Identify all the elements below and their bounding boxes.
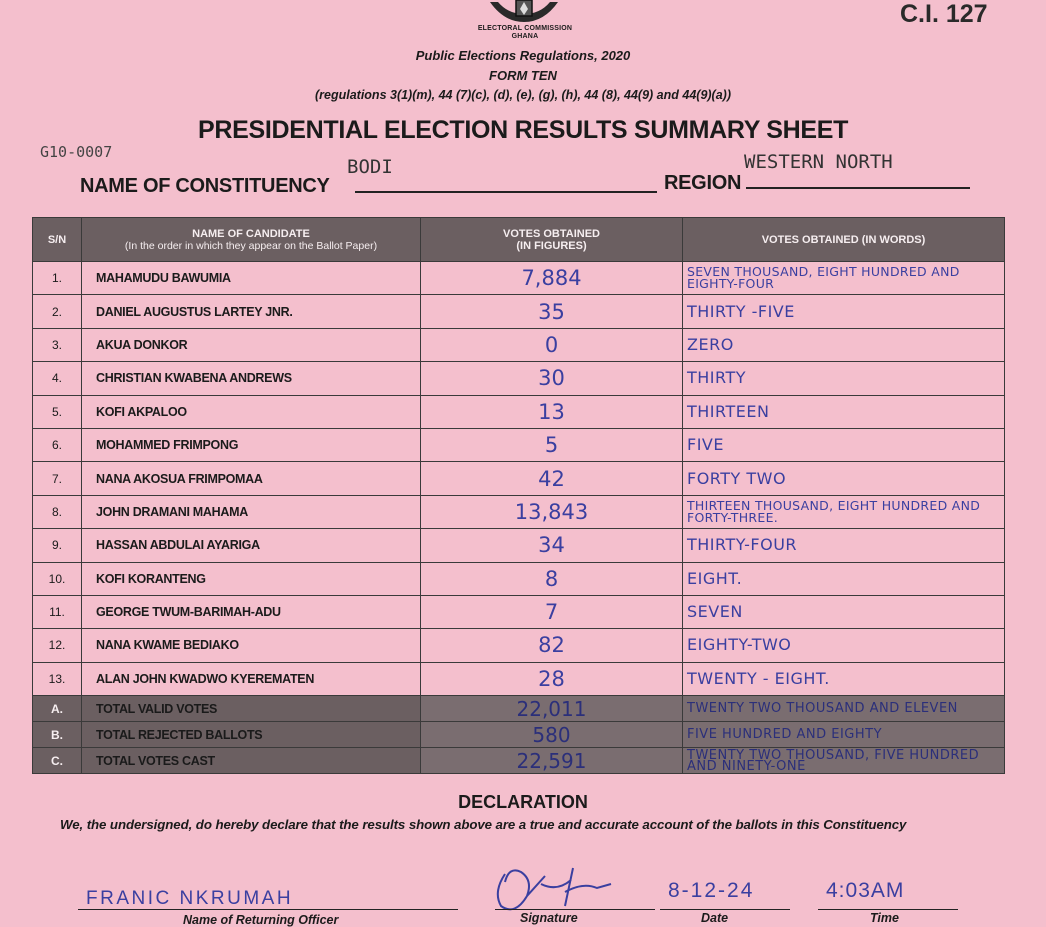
total-words: TWENTY TWO THOUSAND, FIVE HUNDRED AND NINETY-ONE bbox=[683, 748, 1005, 774]
regulations-title: Public Elections Regulations, 2020 bbox=[415, 48, 631, 63]
results-table bbox=[32, 217, 1005, 774]
votes-words: SEVEN bbox=[683, 595, 1005, 628]
total-row-valid bbox=[33, 696, 1005, 722]
votes-words: FIVE bbox=[683, 428, 1005, 461]
header-words: VOTES OBTAINED (IN WORDS) bbox=[683, 218, 1005, 262]
votes-figures: 13,843 bbox=[421, 495, 683, 528]
total-label: TOTAL VOTES CAST bbox=[82, 748, 421, 774]
table-header-row bbox=[33, 218, 1005, 262]
table-row bbox=[33, 428, 1005, 461]
table-row bbox=[33, 395, 1005, 428]
votes-words: TWENTY - EIGHT. bbox=[683, 662, 1005, 695]
votes-figures: 5 bbox=[421, 428, 683, 461]
table-row bbox=[33, 529, 1005, 562]
header-candidate-note: (In the order in which they appear on the Ballot Paper) bbox=[124, 239, 378, 252]
votes-figures: 7,884 bbox=[421, 262, 683, 295]
candidate-name: HASSAN ABDULAI AYARIGA bbox=[82, 529, 421, 562]
sheet-code: G10-0007 bbox=[40, 143, 113, 161]
time-value: 4:03AM bbox=[826, 879, 905, 902]
candidate-name: AKUA DONKOR bbox=[82, 328, 421, 361]
votes-figures: 8 bbox=[421, 562, 683, 595]
total-label: TOTAL VALID VOTES bbox=[82, 696, 421, 722]
row-sn: 3. bbox=[33, 328, 82, 361]
signature-label: Signature bbox=[520, 911, 578, 925]
candidate-name: MAHAMUDU BAWUMIA bbox=[82, 262, 421, 295]
candidate-name: KOFI KORANTENG bbox=[82, 562, 421, 595]
row-sn: A. bbox=[33, 696, 82, 722]
table-row bbox=[33, 562, 1005, 595]
votes-words: THIRTY -FIVE bbox=[683, 295, 1005, 328]
sheet-title: PRESIDENTIAL ELECTION RESULTS SUMMARY SHEET bbox=[198, 116, 849, 144]
table-row bbox=[33, 595, 1005, 628]
candidate-name: KOFI AKPALOO bbox=[82, 395, 421, 428]
table-row bbox=[33, 262, 1005, 295]
votes-figures: 42 bbox=[421, 462, 683, 495]
row-sn: 10. bbox=[33, 562, 82, 595]
row-sn: 1. bbox=[33, 262, 82, 295]
total-figures: 22,591 bbox=[421, 748, 683, 774]
votes-figures: 7 bbox=[421, 595, 683, 628]
header-candidate-title: NAME OF CANDIDATE bbox=[192, 227, 310, 240]
time-line bbox=[818, 909, 958, 910]
table-row bbox=[33, 495, 1005, 528]
signature-line bbox=[495, 909, 655, 910]
row-sn: 9. bbox=[33, 529, 82, 562]
commission-line-2: GHANA bbox=[511, 33, 539, 40]
returning-officer-line bbox=[78, 909, 458, 910]
returning-officer-label: Name of Returning Officer bbox=[183, 913, 339, 927]
commission-line-1: ELECTORAL COMMISSION bbox=[477, 25, 573, 32]
constituency-value: BODI bbox=[347, 156, 393, 178]
total-row-rejected bbox=[33, 722, 1005, 748]
form-name: FORM TEN bbox=[489, 68, 557, 83]
returning-officer-name: FRANIC NKRUMAH bbox=[86, 888, 294, 909]
header-figures bbox=[421, 218, 683, 262]
date-line bbox=[660, 909, 790, 910]
total-figures: 580 bbox=[421, 722, 683, 748]
row-sn: 5. bbox=[33, 395, 82, 428]
ghana-crest-emblem bbox=[484, 0, 564, 26]
candidate-name: CHRISTIAN KWABENA ANDREWS bbox=[82, 362, 421, 395]
candidate-name: GEORGE TWUM-BARIMAH-ADU bbox=[82, 595, 421, 628]
votes-figures: 34 bbox=[421, 529, 683, 562]
row-sn: 11. bbox=[33, 595, 82, 628]
commission-name bbox=[440, 25, 610, 41]
region-underline bbox=[746, 187, 970, 189]
total-words: FIVE HUNDRED AND EIGHTY bbox=[683, 722, 1005, 748]
regulations-reference: (regulations 3(1)(m), 44 (7)(c), (d), (e), (g), (h), 44 (8), 44(9) and 44(9)(a)) bbox=[314, 88, 731, 102]
date-value: 8-12-24 bbox=[668, 879, 755, 902]
total-row-cast bbox=[33, 748, 1005, 774]
total-figures: 22,011 bbox=[421, 696, 683, 722]
table-row bbox=[33, 662, 1005, 695]
constituency-label: NAME OF CONSTITUENCY bbox=[80, 175, 330, 197]
candidate-name: NANA AKOSUA FRIMPOMAA bbox=[82, 462, 421, 495]
votes-figures: 35 bbox=[421, 295, 683, 328]
declaration-heading: DECLARATION bbox=[458, 792, 588, 812]
row-sn: 2. bbox=[33, 295, 82, 328]
constituency-underline bbox=[355, 191, 657, 193]
header-figures-note: (IN FIGURES) bbox=[516, 239, 587, 252]
row-sn: C. bbox=[33, 748, 82, 774]
votes-words: FORTY TWO bbox=[683, 462, 1005, 495]
row-sn: B. bbox=[33, 722, 82, 748]
votes-words: THIRTY-FOUR bbox=[683, 529, 1005, 562]
table-row bbox=[33, 328, 1005, 361]
header-sn: S/N bbox=[33, 218, 82, 262]
candidate-name: NANA KWAME BEDIAKO bbox=[82, 629, 421, 662]
votes-words: ZERO bbox=[683, 328, 1005, 361]
declaration-text: We, the undersigned, do hereby declare that the results shown above are a true and accurate account of the ballots in this Constituency bbox=[60, 817, 907, 832]
votes-words: EIGHT. bbox=[683, 562, 1005, 595]
table-row bbox=[33, 462, 1005, 495]
votes-words: THIRTEEN THOUSAND, EIGHT HUNDRED AND FORTY-THREE. bbox=[683, 495, 1005, 528]
candidate-name: DANIEL AUGUSTUS LARTEY JNR. bbox=[82, 295, 421, 328]
region-label: REGION bbox=[664, 172, 742, 194]
total-label: TOTAL REJECTED BALLOTS bbox=[82, 722, 421, 748]
date-label: Date bbox=[701, 911, 729, 925]
ci-number: C.I. 127 bbox=[900, 0, 988, 28]
row-sn: 7. bbox=[33, 462, 82, 495]
candidate-name: JOHN DRAMANI MAHAMA bbox=[82, 495, 421, 528]
votes-words: SEVEN THOUSAND, EIGHT HUNDRED AND EIGHTY-FOUR bbox=[683, 262, 1005, 295]
table-row bbox=[33, 629, 1005, 662]
votes-words: THIRTEEN bbox=[683, 395, 1005, 428]
candidate-name: MOHAMMED FRIMPONG bbox=[82, 428, 421, 461]
row-sn: 13. bbox=[33, 662, 82, 695]
votes-words: EIGHTY-TWO bbox=[683, 629, 1005, 662]
region-value: WESTERN NORTH bbox=[744, 151, 893, 173]
row-sn: 4. bbox=[33, 362, 82, 395]
row-sn: 8. bbox=[33, 495, 82, 528]
row-sn: 6. bbox=[33, 428, 82, 461]
votes-figures: 30 bbox=[421, 362, 683, 395]
total-words: TWENTY TWO THOUSAND AND ELEVEN bbox=[683, 696, 1005, 722]
table-row bbox=[33, 362, 1005, 395]
votes-figures: 28 bbox=[421, 662, 683, 695]
header-candidate bbox=[82, 218, 421, 262]
votes-figures: 82 bbox=[421, 629, 683, 662]
row-sn: 12. bbox=[33, 629, 82, 662]
candidate-name: ALAN JOHN KWADWO KYEREMATEN bbox=[82, 662, 421, 695]
header-figures-title: VOTES OBTAINED bbox=[503, 227, 600, 240]
votes-words: THIRTY bbox=[683, 362, 1005, 395]
time-label: Time bbox=[870, 911, 899, 925]
votes-figures: 0 bbox=[421, 328, 683, 361]
table-row bbox=[33, 295, 1005, 328]
votes-figures: 13 bbox=[421, 395, 683, 428]
